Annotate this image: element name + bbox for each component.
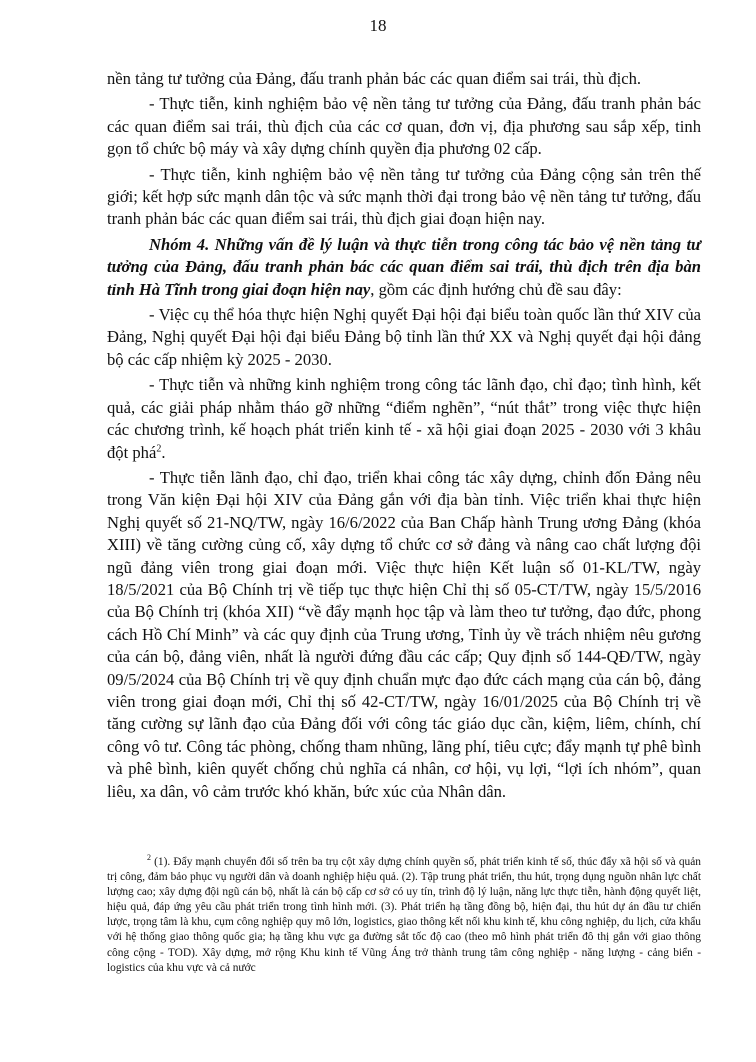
paragraph-text: - Thực tiễn và những kinh nghiệm trong công tác lãnh đạo, chỉ đạo; tình hình, kết quả, các giải pháp nhằm tháo gỡ những “điểm nghẽn”, “nút thắt” trong việc thực hiện các chương trình, kế hoạch phát triển kinh tế - xã hội giai đoạn 2025 - 2030 với 3 khâu đột phá <box>107 375 701 462</box>
section-heading: Nhóm 4. Những vấn đề lý luận và thực tiễn trong công tác bảo vệ nền tảng tư tưởng của Đảng, đấu tranh phản bác các quan điểm sai trái, thù địch trên địa bàn tỉnh Hà Tĩnh trong giai đoạn hiện nay <box>107 234 701 299</box>
paragraph: nền tảng tư tưởng của Đảng, đấu tranh phản bác các quan điểm sai trái, thù địch. <box>107 69 642 88</box>
section-heading-paragraph <box>107 234 701 301</box>
footnote-body: (1). Đẩy mạnh chuyển đổi số trên ba trụ cột xây dựng chính quyền số, phát triển kinh tế số, thúc đẩy xã hội số và quản trị công, đảm bảo phục vụ người dân và doanh nghiệp hiệu quả. (2). Tập trung phát triển, thu hút, trọng dụng nguồn nhân lực chất lượng cao; xây dựng đội ngũ cán bộ, nhất là cán bộ cấp cơ sở có uy tín, trình độ lý luận, năng lực thực tiễn, hành động quyết liệt, hiệu quả, đáp ứng yêu cầu phát triển trong tình hình mới. (3). Phát triển hạ tầng đồng bộ, hiện đại, thu hút dự án đầu tư chiến lược, trọng tâm là khu, cụm công nghiệp quy mô lớn, logistics, giao thông kết nối khu kinh tế, khu công nghiệp, du lịch, cửa khẩu với hệ thống giao thông quốc gia; hạ tầng khu vực ga đường sắt tốc độ cao (theo mô hình phát triển đô thị gắn với giao thông công cộng - TOD). Xây dựng, mở rộng Khu kinh tế Vũng Áng trở thành trung tâm công nghiệp - năng lượng - cảng biển - logistics của khu vực và cả nước <box>107 856 701 974</box>
footnote <box>107 855 701 976</box>
paragraph: - Thực tiễn lãnh đạo, chỉ đạo, triển khai công tác xây dựng, chỉnh đốn Đảng nêu trong Văn kiện Đại hội XIV của Đảng gắn với địa bàn tỉnh. Việc triển khai thực hiện Nghị quyết số 21-NQ/TW, ngày 16/6/2022 của Ban Chấp hành Trung ương Đảng (khóa XIII) về tăng cường củng cố, xây dựng tổ chức cơ sở đảng và nâng cao chất lượng đội ngũ đảng viên trong giai đoạn mới. Việc thực hiện Kết luận số 01-KL/TW, ngày 18/5/2021 của Bộ Chính trị về tiếp tục thực hiện Chỉ thị số 05-CT/TW, ngày 15/5/2016 của Bộ Chính trị (khóa XII) “về đẩy mạnh học tập và làm theo tư tưởng, đạo đức, phong cách Hồ Chí Minh” và các quy định của Trung ương, Tỉnh ủy về trách nhiệm nêu gương của cán bộ, đảng viên, nhất là người đứng đầu các cấp; Quy định số 144-QĐ/TW, ngày 09/5/2024 của Bộ Chính trị về quy định chuẩn mực đạo đức cách mạng của cán bộ, đảng viên trong giai đoạn mới, Chỉ thị số 42-CT/TW, ngày 16/01/2025 của Bộ Chính trị về tăng cường sự lãnh đạo của Đảng đối với công tác giáo dục cần, kiệm, liêm, chính, chí công vô tư. Công tác phòng, chống tham nhũng, lãng phí, tiêu cực; đẩy mạnh tự phê bình và phê bình, kiên quyết chống chủ nghĩa cá nhân, cơ hội, vụ lợi, “lợi ích nhóm”, quan liêu, xa dân, vô cảm trước khó khăn, bức xúc của Nhân dân. <box>107 467 701 801</box>
body-text <box>107 68 701 806</box>
footnote-mark: 2 <box>147 853 151 863</box>
page-number: 18 <box>369 16 387 35</box>
section-heading-continuation: , gồm các định hướng chủ đề sau đây: <box>370 279 622 299</box>
paragraph: - Việc cụ thể hóa thực hiện Nghị quyết Đại hội đại biểu toàn quốc lần thứ XIV của Đảng, Nghị quyết Đại hội đại biểu Đảng bộ tỉnh lần thứ XX và Nghị quyết đại hội đảng bộ các cấp nhiệm kỳ 2025 - 2030. <box>107 305 701 369</box>
paragraph <box>107 374 701 464</box>
paragraph: - Thực tiễn, kinh nghiệm bảo vệ nền tảng tư tưởng của Đảng cộng sản trên thế giới; kết hợp sức mạnh dân tộc và sức mạnh thời đại trong bảo vệ nền tảng tư tưởng, đấu tranh phản bác các quan điểm sai trái, thù địch giai đoạn hiện nay. <box>107 164 701 229</box>
footnote-reference[interactable]: 2 <box>156 442 162 454</box>
footnote-text <box>107 855 701 976</box>
paragraph: - Thực tiễn, kinh nghiệm bảo vệ nền tảng tư tưởng của Đảng, đấu tranh phản bác các quan điểm sai trái, thù địch của các cơ quan, đơn vị, địa phương sau sắp xếp, tinh gọn tổ chức bộ máy và xây dựng chính quyền địa phương 02 cấp. <box>107 94 701 159</box>
paragraph-end: . <box>161 442 166 462</box>
